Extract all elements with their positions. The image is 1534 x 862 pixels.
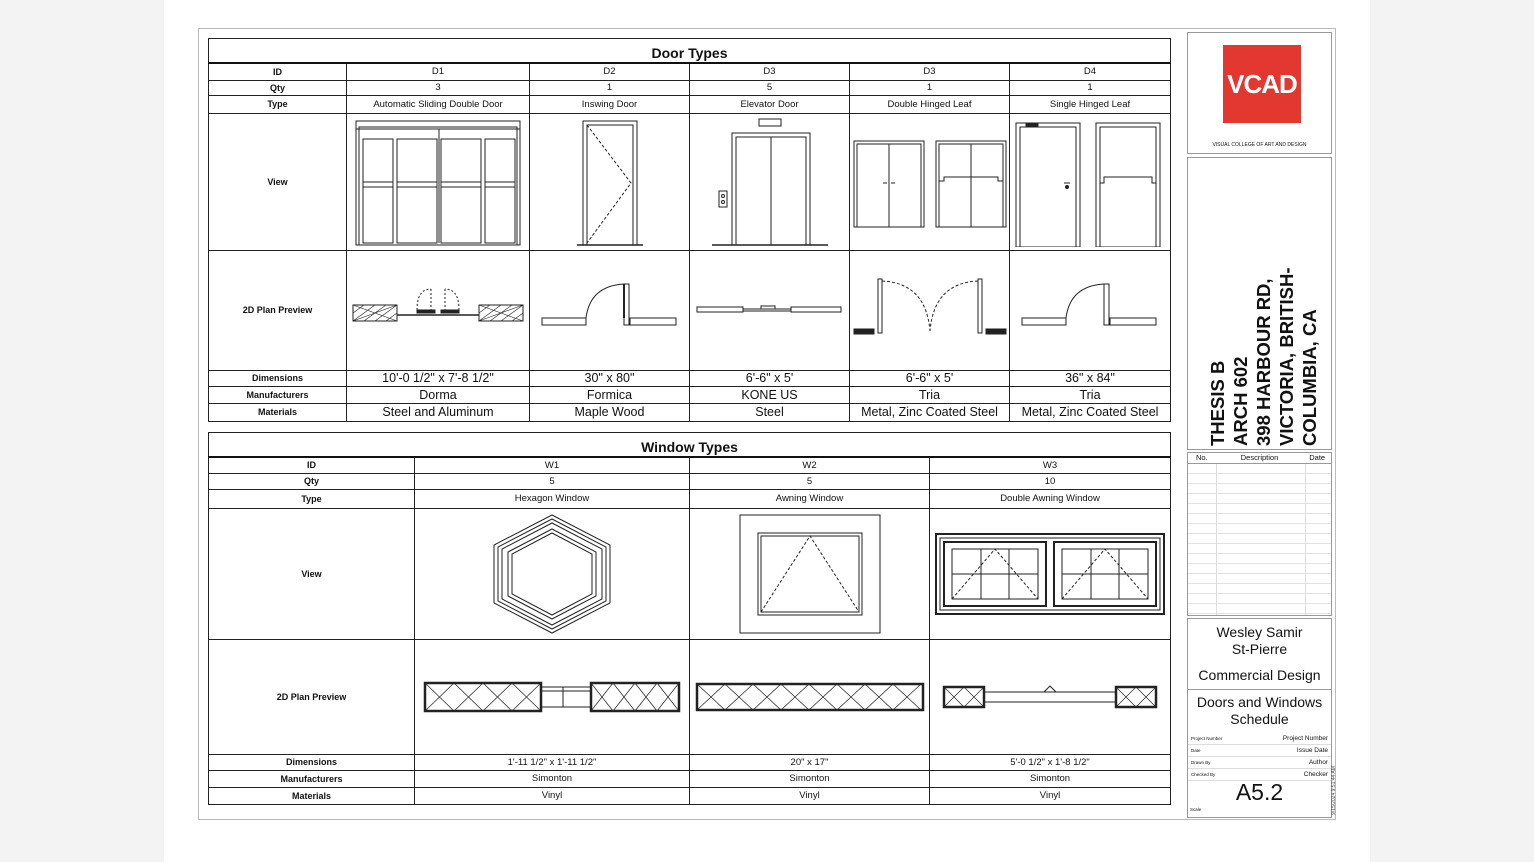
door-dimensions-row — [209, 370, 1171, 386]
row-label-dimensions: Dimensions — [209, 754, 415, 770]
window-manufacturer: Simonton — [930, 770, 1171, 787]
row-label-qty: Qty — [209, 473, 415, 489]
door-qty: 5 — [690, 80, 850, 95]
row-label-plan: 2D Plan Preview — [209, 639, 415, 754]
door-material: Metal, Zinc Coated Steel — [850, 403, 1010, 421]
window-material: Vinyl — [690, 787, 930, 804]
double-hinged-door-plan — [850, 250, 1010, 370]
window-dimensions: 1'-11 1/2" x 1'-11 1/2" — [415, 754, 690, 770]
window-view-row — [209, 508, 1171, 639]
door-manufacturer: Tria — [1010, 386, 1171, 403]
door-type: Elevator Door — [690, 95, 850, 113]
awning-window-elevation — [690, 508, 930, 639]
meta-row: Date Issue Date — [1188, 745, 1331, 757]
door-dimensions: 6'-6" x 5' — [850, 370, 1010, 386]
double-awning-window-plan — [930, 639, 1171, 754]
door-id: D4 — [1010, 63, 1171, 80]
window-id-row — [209, 457, 1171, 473]
revision-description-header: Description — [1240, 453, 1279, 462]
window-qty: 5 — [415, 473, 690, 489]
window-plan-row — [209, 639, 1171, 754]
door-qty: 3 — [347, 80, 530, 95]
single-hinged-door-plan — [1010, 250, 1171, 370]
row-label-plan: 2D Plan Preview — [209, 250, 347, 370]
window-material: Vinyl — [415, 787, 690, 804]
single-hinged-door-elevation — [1010, 113, 1171, 250]
door-qty: 1 — [850, 80, 1010, 95]
sliding-door-plan — [347, 250, 530, 370]
elevator-door-elevation — [690, 113, 850, 250]
meta-row: Checked By Checker — [1188, 769, 1331, 781]
door-id: D1 — [347, 63, 530, 80]
awning-window-plan — [690, 639, 930, 754]
door-type: Single Hinged Leaf — [1010, 95, 1171, 113]
door-id: D3 — [690, 63, 850, 80]
door-dimensions: 10'-0 1/2" x 7'-8 1/2" — [347, 370, 530, 386]
project-line: VICTORIA, BRITISH- — [1276, 267, 1297, 446]
door-dimensions: 30" x 80" — [530, 370, 690, 386]
row-label-materials: Materials — [209, 403, 347, 421]
door-material: Metal, Zinc Coated Steel — [1010, 403, 1171, 421]
door-qty: 1 — [530, 80, 690, 95]
scale-label: Scale — [1190, 807, 1202, 812]
door-material: Maple Wood — [530, 403, 690, 421]
door-dimensions: 6'-6" x 5' — [690, 370, 850, 386]
door-id-row — [209, 63, 1171, 80]
door-plan-row — [209, 250, 1171, 370]
door-manufacturer: Dorma — [347, 386, 530, 403]
author-line: St-Pierre — [1231, 641, 1288, 657]
window-dimensions: 20" x 17" — [690, 754, 930, 770]
window-id: W2 — [690, 457, 930, 473]
elevator-door-plan — [690, 250, 850, 370]
window-type-row — [209, 489, 1171, 508]
window-type: Double Awning Window — [930, 489, 1171, 508]
double-hinged-door-elevation — [850, 113, 1010, 250]
door-schedule-title: Door Types — [209, 39, 1171, 64]
window-type: Hexagon Window — [415, 489, 690, 508]
inswing-door-elevation — [530, 113, 690, 250]
hexagon-window-plan — [415, 639, 690, 754]
project-line: COLUMBIA, CA — [1299, 309, 1320, 446]
window-schedule — [208, 432, 1171, 805]
window-manufacturers-row — [209, 770, 1171, 787]
project-line: ARCH 602 — [1230, 356, 1251, 446]
row-label-id: ID — [209, 457, 415, 473]
row-label-materials: Materials — [209, 787, 415, 804]
author-name — [1188, 624, 1331, 658]
project-address — [1206, 166, 1321, 446]
row-label-qty: Qty — [209, 80, 347, 95]
hexagon-window-elevation — [415, 508, 690, 639]
window-materials-row — [209, 787, 1171, 804]
door-view-row — [209, 113, 1171, 250]
door-qty: 1 — [1010, 80, 1171, 95]
window-id: W3 — [930, 457, 1171, 473]
row-label-manufacturers: Manufacturers — [209, 770, 415, 787]
window-dimensions-row — [209, 754, 1171, 770]
meta-row: Project Number Project Number — [1188, 733, 1331, 745]
sheet-name-line: Schedule — [1230, 711, 1289, 727]
design-category: Commercial Design — [1198, 667, 1321, 683]
window-manufacturer: Simonton — [415, 770, 690, 787]
project-info-panel — [1187, 157, 1332, 450]
revision-date-header: Date — [1309, 453, 1326, 462]
vcad-logo: VCAD — [1223, 45, 1301, 123]
inswing-door-plan — [530, 250, 690, 370]
door-manufacturer: KONE US — [690, 386, 850, 403]
revision-no-header: No. — [1195, 453, 1208, 462]
window-schedule-title: Window Types — [209, 433, 1171, 458]
door-qty-row — [209, 80, 1171, 95]
sheet-number: A5.2 — [1235, 779, 1284, 805]
revision-table — [1187, 452, 1332, 616]
door-id: D3 — [850, 63, 1010, 80]
author-line: Wesley Samir — [1216, 624, 1303, 640]
door-manufacturer: Tria — [850, 386, 1010, 403]
window-qty-row — [209, 473, 1171, 489]
double-awning-window-elevation — [930, 508, 1171, 639]
door-schedule — [208, 38, 1171, 422]
logo-caption: VISUAL COLLEGE OF ART AND DESIGN — [1212, 142, 1307, 148]
window-material: Vinyl — [930, 787, 1171, 804]
meta-row: Drawn By Author — [1188, 757, 1331, 769]
door-type: Inswing Door — [530, 95, 690, 113]
row-label-view: View — [209, 508, 415, 639]
door-materials-row — [209, 403, 1171, 421]
project-line: 398 HARBOUR RD, — [1253, 278, 1274, 446]
row-label-type: Type — [209, 489, 415, 508]
sheet-name-line: Doors and Windows — [1196, 694, 1323, 710]
window-dimensions: 5'-0 1/2" x 1'-8 1/2" — [930, 754, 1171, 770]
logo-panel — [1187, 32, 1332, 154]
row-label-id: ID — [209, 63, 347, 80]
sheet-info-panel — [1187, 618, 1332, 818]
door-type: Double Hinged Leaf — [850, 95, 1010, 113]
door-id: D2 — [530, 63, 690, 80]
revision-rows — [1188, 464, 1331, 615]
row-label-dimensions: Dimensions — [209, 370, 347, 386]
print-timestamp: 9/15/2024 9:51:44 AM — [1331, 766, 1337, 815]
revision-header — [1188, 453, 1331, 464]
sheet-name — [1188, 689, 1331, 728]
window-manufacturer: Simonton — [690, 770, 930, 787]
door-manufacturer: Formica — [530, 386, 690, 403]
door-type-row — [209, 95, 1171, 113]
window-qty: 10 — [930, 473, 1171, 489]
window-id: W1 — [415, 457, 690, 473]
row-label-type: Type — [209, 95, 347, 113]
row-label-manufacturers: Manufacturers — [209, 386, 347, 403]
door-material: Steel — [690, 403, 850, 421]
project-line: THESIS B — [1207, 360, 1228, 446]
window-qty: 5 — [690, 473, 930, 489]
sheet-meta — [1188, 733, 1331, 781]
door-dimensions: 36" x 84" — [1010, 370, 1171, 386]
door-type: Automatic Sliding Double Door — [347, 95, 530, 113]
sliding-door-elevation — [347, 113, 530, 250]
door-manufacturers-row — [209, 386, 1171, 403]
window-type: Awning Window — [690, 489, 930, 508]
door-material: Steel and Aluminum — [347, 403, 530, 421]
row-label-view: View — [209, 113, 347, 250]
